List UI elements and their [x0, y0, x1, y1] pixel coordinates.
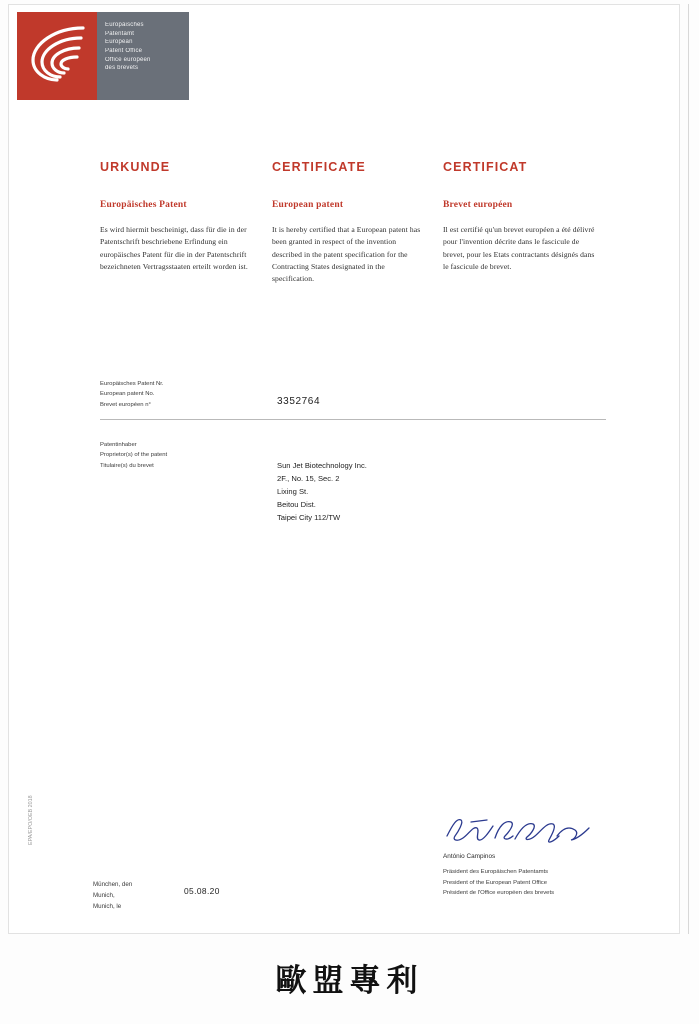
proprietor-label-en: Proprietor(s) of the patent — [100, 452, 168, 459]
subheading-english: European patent — [272, 200, 344, 210]
date-label-de: München, den — [93, 881, 133, 888]
divider-line — [100, 419, 606, 420]
page-edge-line — [688, 4, 689, 934]
signatory-titles — [443, 867, 623, 899]
proprietor-line-5: Taipei City 112/TW — [277, 513, 341, 523]
logo-line-en-1: European — [105, 39, 133, 46]
epo-spiral-icon — [17, 12, 97, 100]
logo-line-fr-2: des brevets — [105, 65, 139, 72]
signature-block — [443, 812, 623, 899]
proprietor-label-fr: Titulaire(s) du brevet — [100, 462, 154, 469]
heading-certificat: CERTIFICAT — [443, 160, 528, 174]
epo-logo — [17, 12, 189, 100]
epo-logo-text — [97, 12, 189, 100]
date-labels — [93, 879, 132, 912]
signatory-title-de: Präsident des Europäischen Patentamts — [443, 869, 549, 875]
proprietor-labels — [100, 440, 270, 471]
proprietor-label-de: Patentinhaber — [100, 442, 137, 448]
subheading-german: Europäisches Patent — [100, 200, 187, 210]
logo-line-en-2: Patent Office — [105, 48, 143, 55]
body-english: It is hereby certified that a European patent has been granted in respect of the invention described in the patent specification for the Contracting States designated in the specification. — [272, 225, 421, 284]
proprietor-line-3: Lixing St. — [277, 487, 309, 497]
logo-line-fr-1: Office européen — [105, 56, 151, 63]
body-french: Il est certifié qu'un brevet européen a été délivré pour l'invention décrite dans le fascicule de brevet, pour les Etats contractants désignés dans le fascicule de brevet. — [443, 225, 595, 271]
subheading-french: Brevet européen — [443, 200, 513, 210]
patent-number-labels — [100, 379, 260, 410]
handwritten-signature-icon — [443, 812, 593, 848]
body-german: Es wird hiermit bescheinigt, dass für die in der Patentschrift beschriebene Erfindung ein europäisches Patent für die in der Patentschrift bezeichneten Vertragsstaaten erteilt worden ist. — [100, 225, 248, 271]
patent-number-value: 3352764 — [277, 396, 321, 407]
heading-certificate: CERTIFICATE — [272, 160, 366, 174]
patent-number-label-fr: Brevet européen n° — [100, 401, 151, 408]
proprietor-address — [277, 459, 367, 524]
proprietor-line-2: 2F., No. 15, Sec. 2 — [277, 474, 340, 484]
signatory-title-fr: Président de l'Office européen des brevets — [443, 890, 555, 897]
date-label-en: Munich, — [93, 892, 115, 900]
date-value: 05.08.20 — [184, 886, 220, 896]
signatory-name: António Campinos — [443, 853, 496, 860]
form-code: EPA/EPO/OEB 2018 — [28, 795, 34, 845]
caption-text: 歐盟專利 — [275, 963, 424, 999]
column-german — [100, 160, 252, 273]
date-label-fr: Munich, le — [93, 903, 122, 911]
proprietor-line-4: Beitou Dist. — [277, 500, 316, 510]
patent-number-label-de: Europäisches Patent Nr. — [100, 381, 164, 387]
patent-number-label-en: European patent No. — [100, 391, 155, 398]
logo-line-de-1: Europäisches — [105, 22, 144, 28]
proprietor-line-1: Sun Jet Biotechnology Inc. — [277, 461, 367, 470]
heading-urkunde: URKUNDE — [100, 160, 171, 174]
column-french — [443, 160, 595, 273]
logo-line-de-2: Patentamt — [105, 30, 135, 37]
signatory-title-en: President of the European Patent Office — [443, 879, 548, 886]
column-english — [272, 160, 424, 285]
